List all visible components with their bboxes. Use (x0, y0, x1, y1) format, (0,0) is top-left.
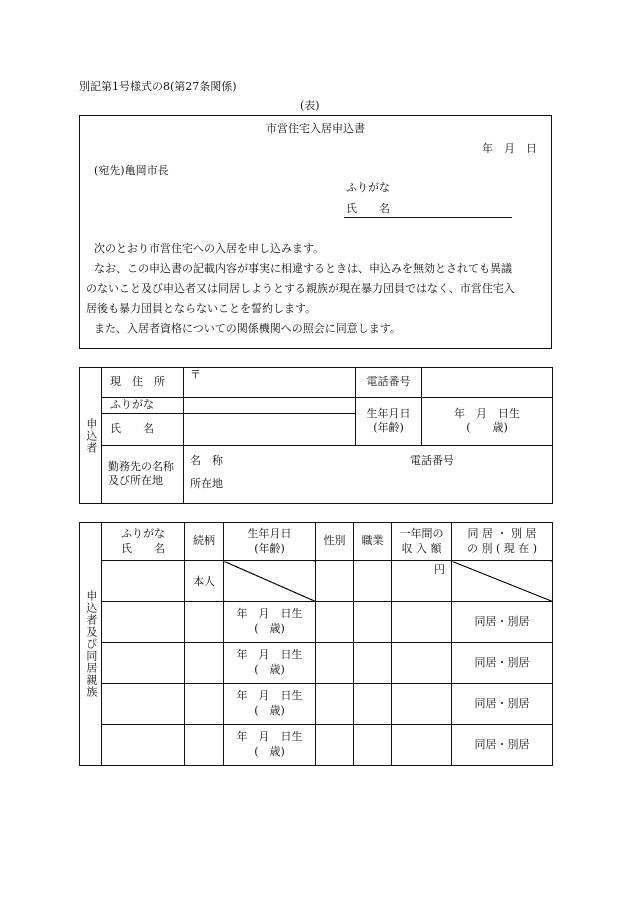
form-title: 市営住宅入居申込書 (266, 122, 365, 135)
member-sex-cell[interactable] (316, 725, 354, 766)
work-field[interactable] (184, 445, 553, 503)
birth-label: 生年月日 (年齢) (356, 398, 422, 446)
col-header-income: 一年間の 収 入 額 (392, 523, 452, 561)
furigana-label: ふりがな (346, 181, 390, 194)
table-row (80, 602, 553, 643)
birth-value: 年 月 日生 (454, 406, 520, 420)
member-income-cell[interactable] (392, 643, 452, 684)
yen-unit: 円 (434, 563, 445, 576)
signature-line (344, 217, 512, 218)
self-income-cell[interactable] (392, 561, 452, 602)
member-name-cell[interactable] (102, 684, 185, 725)
date-line: 年 月 日 (482, 142, 537, 155)
applicant-table (79, 367, 553, 504)
paragraph-1: 次のとおり市営住宅への入居を申し込みます。 (94, 242, 325, 255)
address-label: 現 住 所 (102, 368, 184, 398)
col-header-birth: 生年月日 (年齢) (224, 523, 316, 561)
member-job-cell[interactable] (354, 602, 392, 643)
member-sex-cell[interactable] (316, 602, 354, 643)
member-name-cell[interactable] (102, 643, 185, 684)
paragraph-4: 居後も暴力団員とならないことを誓約します。 (86, 302, 317, 315)
member-income-cell[interactable] (392, 684, 452, 725)
self-name-cell[interactable] (102, 561, 185, 602)
work-phone-label: 電話番号 (410, 454, 454, 468)
table-row (80, 643, 553, 684)
work-name-label: 名 称 (190, 454, 223, 468)
member-job-cell[interactable] (354, 684, 392, 725)
member-relation-cell[interactable] (185, 602, 224, 643)
col-header-relation: 続柄 (185, 523, 224, 561)
self-job-cell[interactable] (354, 561, 392, 602)
member-cohab-cell[interactable]: 同居・別居 (452, 643, 553, 684)
member-relation-cell[interactable] (185, 643, 224, 684)
paragraph-5: また、入居者資格についての関係機関への照会に同意します。 (94, 322, 401, 335)
member-name-cell[interactable] (102, 725, 185, 766)
phone-field[interactable] (422, 368, 553, 398)
member-sex-cell[interactable] (316, 643, 354, 684)
applicant-side-label: 申込者 (80, 368, 102, 504)
self-relation: 本人 (185, 561, 224, 602)
table-row (80, 684, 553, 725)
col-header-cohab: 同 居 ・ 別 居 の 別 ( 現 在 ) (452, 523, 553, 561)
member-relation-cell[interactable] (185, 684, 224, 725)
member-income-cell[interactable] (392, 725, 452, 766)
member-birth-cell[interactable]: 年 月 日生 ( 歳) (224, 602, 316, 643)
name-label: 氏 名 (346, 202, 390, 215)
work-address-label: 所在地 (190, 477, 223, 491)
furigana-row-label: ふりがな (102, 398, 184, 414)
phone-label: 電話番号 (356, 368, 422, 398)
furigana-field[interactable] (184, 398, 356, 414)
applicant-name-field[interactable] (184, 413, 356, 445)
member-birth-cell[interactable]: 年 月 日生 ( 歳) (224, 684, 316, 725)
work-label: 勤務先の名称 及び所在地 (102, 445, 184, 503)
col-header-job: 職業 (354, 523, 392, 561)
form-number: 別記第1号様式の8(第27条関係) (79, 80, 237, 93)
member-cohab-cell[interactable]: 同居・別居 (452, 725, 553, 766)
member-job-cell[interactable] (354, 643, 392, 684)
paragraph-2: なお、この申込書の記載内容が事実に相違するときは、申込みを無効とされても異議 (94, 262, 512, 275)
member-job-cell[interactable] (354, 725, 392, 766)
member-sex-cell[interactable] (316, 684, 354, 725)
birth-field[interactable] (422, 398, 553, 446)
addressee: (宛先)亀岡市長 (94, 164, 169, 177)
member-relation-cell[interactable] (185, 725, 224, 766)
applicant-name-label: 氏 名 (102, 413, 184, 445)
family-table (79, 522, 553, 766)
self-cohab-cell (452, 561, 553, 602)
col-header-sex: 性別 (316, 523, 354, 561)
age-value: ( 歳) (466, 421, 508, 435)
self-birth-cell (224, 561, 316, 602)
address-field[interactable] (184, 368, 356, 398)
member-name-cell[interactable] (102, 602, 185, 643)
table-row (80, 725, 553, 766)
member-cohab-cell[interactable]: 同居・別居 (452, 684, 553, 725)
member-income-cell[interactable] (392, 602, 452, 643)
side-label: (表) (300, 99, 320, 112)
postal-mark: 〒 (190, 368, 201, 381)
member-cohab-cell[interactable]: 同居・別居 (452, 602, 553, 643)
table-row (80, 561, 553, 602)
declaration-box (79, 115, 552, 349)
col-header-name: ふりがな 氏 名 (102, 523, 185, 561)
paragraph-3: のないこと及び申込者又は同居しようとする親族が現在暴力団員ではなく、市営住宅入 (86, 282, 515, 295)
family-side-label: 申込者及び同居親族 (80, 523, 102, 766)
self-sex-cell[interactable] (316, 561, 354, 602)
member-birth-cell[interactable]: 年 月 日生 ( 歳) (224, 725, 316, 766)
member-birth-cell[interactable]: 年 月 日生 ( 歳) (224, 643, 316, 684)
